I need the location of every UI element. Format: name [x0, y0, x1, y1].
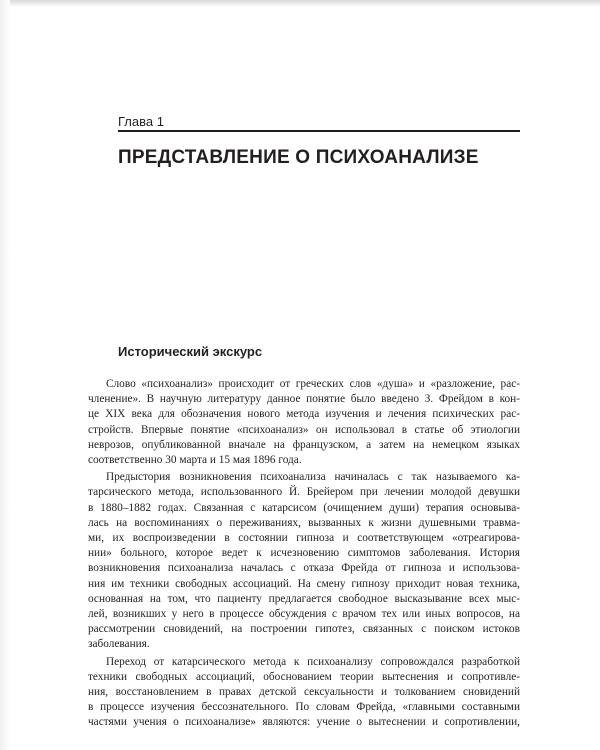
text-line: в процессе изучения бессознательного. По словам Фрейда, «главными составными — [88, 701, 520, 714]
text-line: рассмотрении сновидений, на построении гипотез, связанных с поиском истоков — [88, 623, 520, 636]
paragraph — [88, 377, 520, 468]
text-line: Предыстория возникновения психоанализа начиналась с так называемого ка- — [106, 471, 520, 484]
chapter-label: Глава 1 — [118, 114, 164, 129]
page-gutter-shadow — [0, 0, 10, 750]
text-line: тарсического метода, использованного Й. Брейером при лечении молодой девушки — [88, 486, 520, 499]
text-line: Слово «психоанализ» происходит от греческих слов «душа» и «разложение, рас- — [106, 378, 520, 390]
text-line: возникновения психоанализа началась с отказа Фрейда от гипноза и использова- — [88, 562, 520, 575]
chapter-title: ПРЕДСТАВЛЕНИЕ О ПСИХОАНАЛИЗЕ — [118, 147, 479, 168]
text-line: неврозов, опубликованной вначале на французском, а затем на немецком языках — [88, 438, 520, 451]
text-line: техники свободных ассоциаций, обоснованием теории вытеснения и сопротивле- — [88, 670, 520, 683]
text-line: ми, их воспроизведении в состоянии гипноза и соответствующем «отреагирова- — [88, 532, 520, 545]
text-line: ния им техники свободных ассоциаций. На смену гипнозу приходит новая техника, — [88, 577, 520, 590]
text-line: стройств. Впервые понятие «психоанализ» он использовал в статье об этиологии — [88, 423, 520, 436]
text-line: в 1880–1882 годах. Связанная с катарсисом (очищением души) терапия основыва- — [88, 501, 520, 514]
text-line: частями учения о психоанализе» являются: учение о вытеснении и сопротивлении, — [88, 716, 520, 729]
text-line: Переход от катарсического метода к психоанализу сопровождался разработкой — [106, 655, 520, 668]
page-edge-shadow — [0, 0, 600, 7]
text-line: основанная на том, что пациенту предлагается свободное высказывание всех мыс- — [88, 592, 520, 605]
text-line: соответственно 30 марта и 15 мая 1896 года. — [88, 454, 302, 467]
text-line: лась на воспоминаниях о переживаниях, вызванных к жизни душевными травма- — [88, 516, 520, 529]
body-text — [88, 377, 520, 733]
chapter-rule — [118, 130, 520, 132]
text-line: ния, восстановлением в правах детской сексуальности и толкованием сновидений — [88, 686, 520, 699]
text-line: членение». В научную литературу данное понятие было введено З. Фрейдом в кон- — [88, 393, 520, 406]
text-line: нии» больного, которое ведет к исчезновению симптомов заболевания. История — [88, 547, 520, 560]
text-line: лей, возникших у него в процессе обсуждения с врачом тех или иных вопросов, на — [88, 608, 520, 621]
text-line: це XIX века для обозначения нового метода изучения и лечения психических рас- — [88, 408, 520, 421]
section-heading: Исторический экскурс — [118, 344, 263, 359]
text-line: заболевания. — [88, 638, 150, 651]
paragraph — [88, 470, 520, 652]
paragraph — [88, 655, 520, 731]
